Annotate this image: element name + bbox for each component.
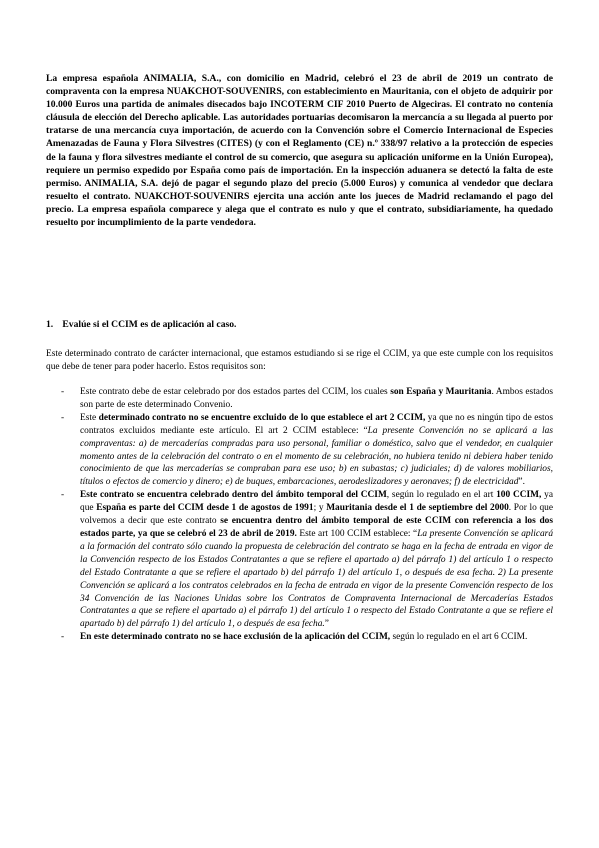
question-title: Evalúe si el CCIM es de aplicación al caso. xyxy=(62,319,237,330)
list-text: , según lo regulado en el art xyxy=(386,490,497,501)
list-item xyxy=(46,412,553,489)
list-bullet: - xyxy=(61,632,65,643)
quoted-article-text: La presente Convención no se aplicará a las compraventas: a) de mercaderías compradas para uso personal, familiar o doméstico, salvo que el vendedor, en cualquier momento antes de la celebración del contrato o en el momento de su celebración, no hubiera tenido ni debiera haber tenido conocimiento de que las mercaderías se compraban para ese uso; b) en subastas; c) judiciales; d) de valores mobiliarios, títulos o efectos de comercio y dinero; e) de buques, embarcaciones, aerodeslizadores y aeronaves; f) de electricidad xyxy=(80,425,553,488)
list-text: ; y xyxy=(313,503,327,514)
list-text: . Ambos estados son parte de este determinado Convenio. xyxy=(80,387,553,410)
case-statement: La empresa española ANIMALIA, S.A., con domicilio en Madrid, celebró el 23 de abril de 2019 un contrato de compraventa con la empresa NUAKCHOT-SOUVENIRS, con establecimiento en Mauritania, con el objeto de adquirir por 10.000 Euros una partida de animales disecados bajo INCOTERM CIF 2010 Puerto de Algeciras. El contrato no contenía cláusula de elección del Derecho aplicable. Las autoridades portuarias decomisaron la mercancía a su llegada al puerto por tratarse de una mercancía cuya importación, de acuerdo con la Convención sobre el Comercio Internacional de Especies Amenazadas de Fauna y Flora Silvestres (CITES) (y con el Reglamento (CE) n.º 338/97 relativo a la protección de especies de la fauna y flora silvestres mediante el control de su comercio, que asegura su aplicación uniforme en la Unión Europea), requiere un permiso expedido por España como país de importación. En la inspección aduanera se detectó la falta de este permiso. ANIMALIA, S.A. dejó de pagar el segundo plazo del precio (5.000 Euros) y comunica al vendedor que declara resuelto el contrato. NUAKCHOT-SOUVENIRS ejercita una acción ante los jueces de Madrid reclamando el pago del precio. La empresa española comparece y alega que el contrato es nulo y que el contrato, subsidiariamente, ha quedado resuelto por incumplimiento de la parte vendedora. xyxy=(46,73,553,229)
question-heading xyxy=(46,318,553,331)
list-item xyxy=(46,631,553,644)
list-text-bold: 100 CCIM, xyxy=(496,490,542,501)
list-bullet: - xyxy=(61,412,65,423)
list-text-bold: Mauritania desde el 1 de septiembre del 2000 xyxy=(326,503,509,514)
list-text: Este art 100 CCIM establece: “ xyxy=(296,528,418,539)
list-text-bold: En este determinado contrato no se hace exclusión de la aplicación del CCIM, xyxy=(80,632,391,643)
answer-lead-paragraph: Este determinado contrato de carácter internacional, que estamos estudiando si se rige el CCIM, ya que este cumple con los requisitos que debe de tener para poder hacerlo. Estos requisitos son: xyxy=(46,349,553,373)
list-text-bold: España es parte del CCIM desde 1 de agostos de 1991 xyxy=(96,503,314,514)
list-item xyxy=(46,489,553,631)
list-text: . Por lo que volvemos a decir que este contrato xyxy=(80,503,553,527)
quoted-article-text: La presente Convención se aplicará a la formación del contrato sólo cuando la propuesta de celebración del contrato se haga en la fecha de entrada en vigor de la Convención respecto de los Estados Contratantes a que se refiere el apartado a) del párrafo 1) del artículo 1 o respecto del Estado Contratante a que se refiere el apartado b) del párrafo 1) del artículo 1, o después de esa fecha. 2) La presente Convención se aplicará a los contratos celebrados en la fecha de entrada en vigor de la presente Convención respecto de los 34 Convención de las Naciones Unidas sobre los Contratos de Compraventa Internacional de Mercaderías Estados Contratantes a que se refiere el apartado a) el párrafo 1) del artículo 1 o respecto del Estado Contratante a que se refiere el apartado b) del párrafo 1) del artículo 1, o después de esa fecha. xyxy=(80,528,554,630)
list-text-bold: son España y Mauritania xyxy=(390,387,492,397)
list-text: Este contrato debe de estar celebrado por dos estados partes del CCIM, los cuales xyxy=(80,387,391,397)
list-text: según lo regulado en el art 6 CCIM. xyxy=(390,632,528,643)
list-bullet: - xyxy=(61,387,65,397)
list-text-bold: determinado contrato no se encuentre excluido de lo que establece el art 2 CCIM, xyxy=(98,412,426,423)
list-text: ya que no es ningún tipo de estos contratos excluidos mediante este artículo. El art 2 CCIM establece: “ xyxy=(80,412,553,436)
list-text-bold: se encuentra dentro del ámbito temporal de este CCIM con referencia a los dos estados parte, ya que se celebró el 23 de abril de 2019. xyxy=(80,516,553,539)
list-text: Este xyxy=(80,412,99,423)
list-text: ” xyxy=(324,619,329,630)
list-item xyxy=(46,386,553,412)
list-text: ”. xyxy=(518,477,525,488)
requirements-list xyxy=(46,386,553,644)
list-bullet: - xyxy=(61,490,65,501)
question-number: 1. xyxy=(46,319,54,330)
list-text-bold: Este contrato se encuentra celebrado dentro del ámbito temporal del CCIM xyxy=(80,490,387,501)
list-text: ya que xyxy=(80,490,553,514)
